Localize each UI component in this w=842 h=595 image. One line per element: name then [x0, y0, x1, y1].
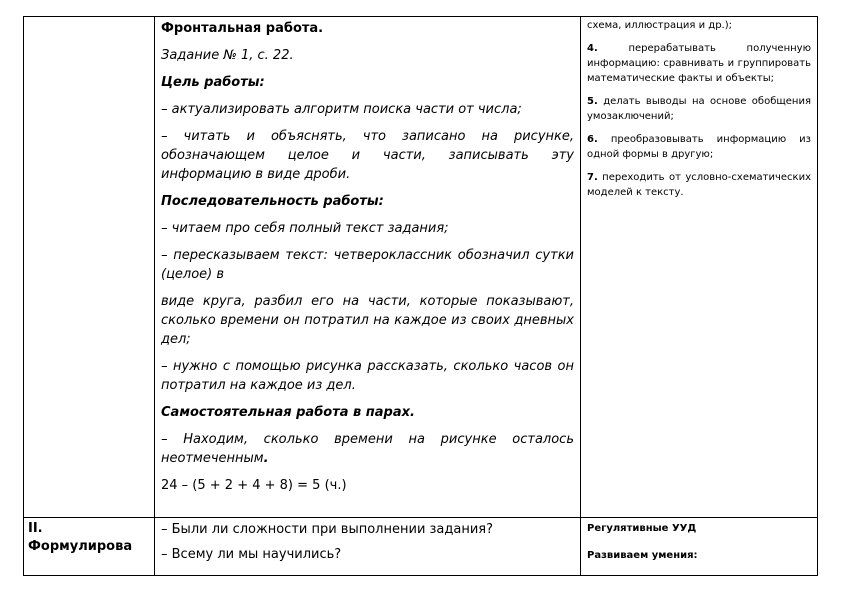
pairs-heading: Самостоятельная работа в парах.	[161, 405, 415, 420]
pairs-task-period: .	[263, 451, 269, 466]
questions-cell	[155, 518, 581, 576]
stage-number: II.	[28, 521, 43, 536]
question-item: – Всему ли мы научились?	[161, 547, 342, 562]
skill-item	[587, 94, 811, 124]
skills-top-line: схема, иллюстрация и др.);	[587, 20, 732, 31]
skills-cell	[581, 17, 818, 518]
skill-number: 6.	[587, 134, 598, 145]
goal-item: – актуализировать алгоритм поиска части от числа;	[161, 102, 522, 117]
skill-text: преобразовывать информацию из одной формы в другую;	[587, 134, 811, 160]
skill-item	[587, 170, 811, 200]
table-row	[24, 518, 818, 576]
sequence-item: виде круга, разбил его на части, которые показывают, сколько времени он потратил на каждое из своих дневных дел;	[161, 294, 574, 347]
skill-text: делать выводы на основе обобщения умозаключений;	[587, 96, 811, 122]
sequence-heading: Последовательность работы:	[161, 194, 384, 209]
task-reference: Задание № 1, с. 22.	[161, 48, 294, 63]
sequence-item: – пересказываем текст: четвероклассник обозначил сутки (целое) в	[161, 248, 574, 282]
uud-title: Регулятивные УУД	[587, 523, 697, 534]
uud-subtitle: Развиваем умения:	[587, 550, 698, 561]
skill-number: 4.	[587, 43, 598, 54]
formula: 24 – (5 + 2 + 4 + 8) = 5 (ч.)	[161, 478, 347, 493]
skill-number: 5.	[587, 96, 598, 107]
sequence-item: – читаем про себя полный текст задания;	[161, 221, 449, 236]
pairs-task	[161, 430, 574, 468]
work-cell	[155, 17, 581, 518]
frontal-work-title: Фронтальная работа.	[161, 21, 324, 36]
table-row	[24, 17, 818, 518]
stage-cell	[24, 17, 155, 518]
stage-name: Формулирова	[28, 539, 133, 554]
skill-item	[587, 41, 811, 86]
pairs-task-text: – Находим, сколько времени на рисунке осталось неотмеченным	[161, 432, 574, 466]
uud-cell	[581, 518, 818, 576]
skill-item	[587, 132, 811, 162]
stage-cell	[24, 518, 155, 576]
lesson-plan-table	[23, 16, 818, 576]
goal-heading: Цель работы:	[161, 75, 265, 90]
skill-text: перерабатывать полученную информацию: сравнивать и группировать математические факты и объекты;	[587, 43, 811, 84]
skill-text: переходить от условно-схематических моделей к тексту.	[587, 172, 811, 198]
sequence-item: – нужно с помощью рисунка рассказать, сколько часов он потратил на каждое из дел.	[161, 359, 574, 393]
skill-number: 7.	[587, 172, 598, 183]
goal-item: – читать и объяснять, что записано на рисунке, обозначающем целое и части, записывать эту информацию в виде дроби.	[161, 129, 574, 182]
question-item: – Были ли сложности при выполнении задания?	[161, 522, 494, 537]
